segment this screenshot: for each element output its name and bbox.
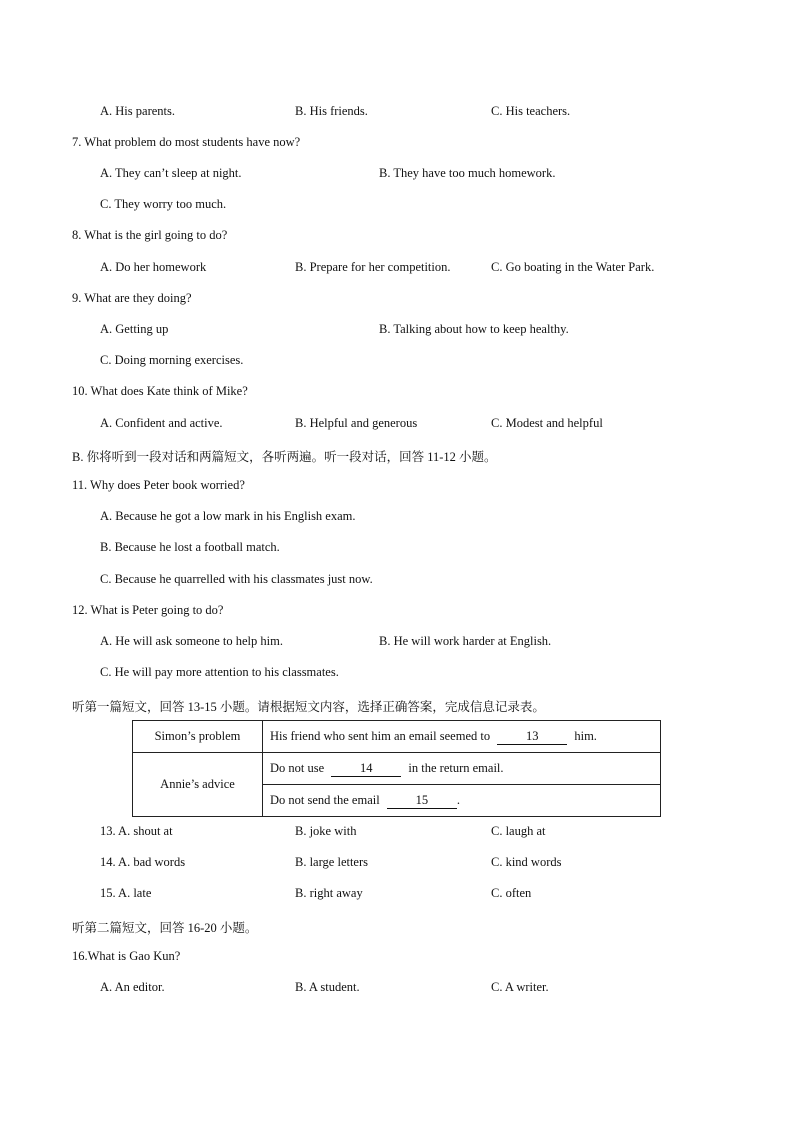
section-b-instruction: B. 你将听到一段对话和两篇短文，各听两遍。听一段对话，回答 11-12 小题。 — [72, 450, 497, 464]
q11-option-c: C. Because he quarrelled with his classmates just now. — [100, 572, 373, 586]
q14-option-b: B. large letters — [295, 855, 369, 869]
table-row — [133, 753, 661, 785]
q10-stem: 10. What does Kate think of Mike? — [72, 384, 248, 398]
blank-13: 13 — [497, 729, 567, 745]
row3-text-end: . — [456, 792, 460, 807]
row2-text: Do not use — [270, 760, 325, 775]
row1-text: His friend who sent him an email seemed to — [270, 728, 491, 743]
q10-option-b: B. Helpful and generous — [295, 416, 418, 430]
simons-problem-cell — [263, 721, 661, 753]
q7-option-a: A. They can’t sleep at night. — [100, 166, 242, 180]
passage1-instruction: 听第一篇短文，回答 13-15 小题。请根据短文内容，选择正确答案，完成信息记录表。 — [72, 700, 545, 714]
q7-option-b: B. They have too much homework. — [379, 166, 556, 180]
q12-option-a: A. He will ask someone to help him. — [100, 634, 283, 648]
blank-15: 15 — [387, 793, 457, 809]
annies-advice-cell-2 — [263, 785, 661, 817]
q11-option-a: A. Because he got a low mark in his English exam. — [100, 509, 356, 523]
q7-stem: 7. What problem do most students have now? — [72, 135, 301, 149]
annies-advice-cell-1 — [263, 753, 661, 785]
simons-problem-label: Simon’s problem — [133, 721, 263, 753]
q8-stem: 8. What is the girl going to do? — [72, 228, 228, 242]
q13-option-c: C. laugh at — [491, 824, 546, 838]
q13-option-a: 13. A. shout at — [100, 824, 173, 838]
q8-option-a: A. Do her homework — [100, 260, 207, 274]
q11-option-b: B. Because he lost a football match. — [100, 540, 280, 554]
q14-option-c: C. kind words — [491, 855, 562, 869]
q16-option-b: B. A student. — [295, 980, 360, 994]
q11-stem: 11. Why does Peter book worried? — [72, 478, 245, 492]
q16-stem: 16.What is Gao Kun? — [72, 949, 181, 963]
q15-option-c: C. often — [491, 886, 532, 900]
q16-option-c: C. A writer. — [491, 980, 549, 994]
q13-option-b: B. joke with — [295, 824, 357, 838]
q12-option-b: B. He will work harder at English. — [379, 634, 552, 648]
q8-option-b: B. Prepare for her competition. — [295, 260, 451, 274]
q8-option-c: C. Go boating in the Water Park. — [491, 260, 655, 274]
q12-option-c: C. He will pay more attention to his classmates. — [100, 665, 339, 679]
row1-text-end: him. — [574, 728, 597, 743]
q9-option-c: C. Doing morning exercises. — [100, 353, 244, 367]
q6-option-b: B. His friends. — [295, 104, 368, 118]
q9-option-a: A. Getting up — [100, 322, 169, 336]
blank-14: 14 — [331, 761, 401, 777]
q10-option-a: A. Confident and active. — [100, 416, 223, 430]
row2-text-end: in the return email. — [408, 760, 504, 775]
q9-stem: 9. What are they doing? — [72, 291, 192, 305]
q9-option-b: B. Talking about how to keep healthy. — [379, 322, 569, 336]
q7-option-c: C. They worry too much. — [100, 197, 227, 211]
q15-option-a: 15. A. late — [100, 886, 152, 900]
passage2-instruction: 听第二篇短文，回答 16-20 小题。 — [72, 921, 258, 935]
info-record-table — [132, 720, 661, 817]
q15-option-b: B. right away — [295, 886, 363, 900]
row3-text: Do not send the email — [270, 792, 380, 807]
q12-stem: 12. What is Peter going to do? — [72, 603, 224, 617]
table-row — [133, 721, 661, 753]
annies-advice-label: Annie’s advice — [133, 753, 263, 817]
q16-option-a: A. An editor. — [100, 980, 165, 994]
q10-option-c: C. Modest and helpful — [491, 416, 603, 430]
q6-option-a: A. His parents. — [100, 104, 175, 118]
q6-option-c: C. His teachers. — [491, 104, 571, 118]
q14-option-a: 14. A. bad words — [100, 855, 186, 869]
